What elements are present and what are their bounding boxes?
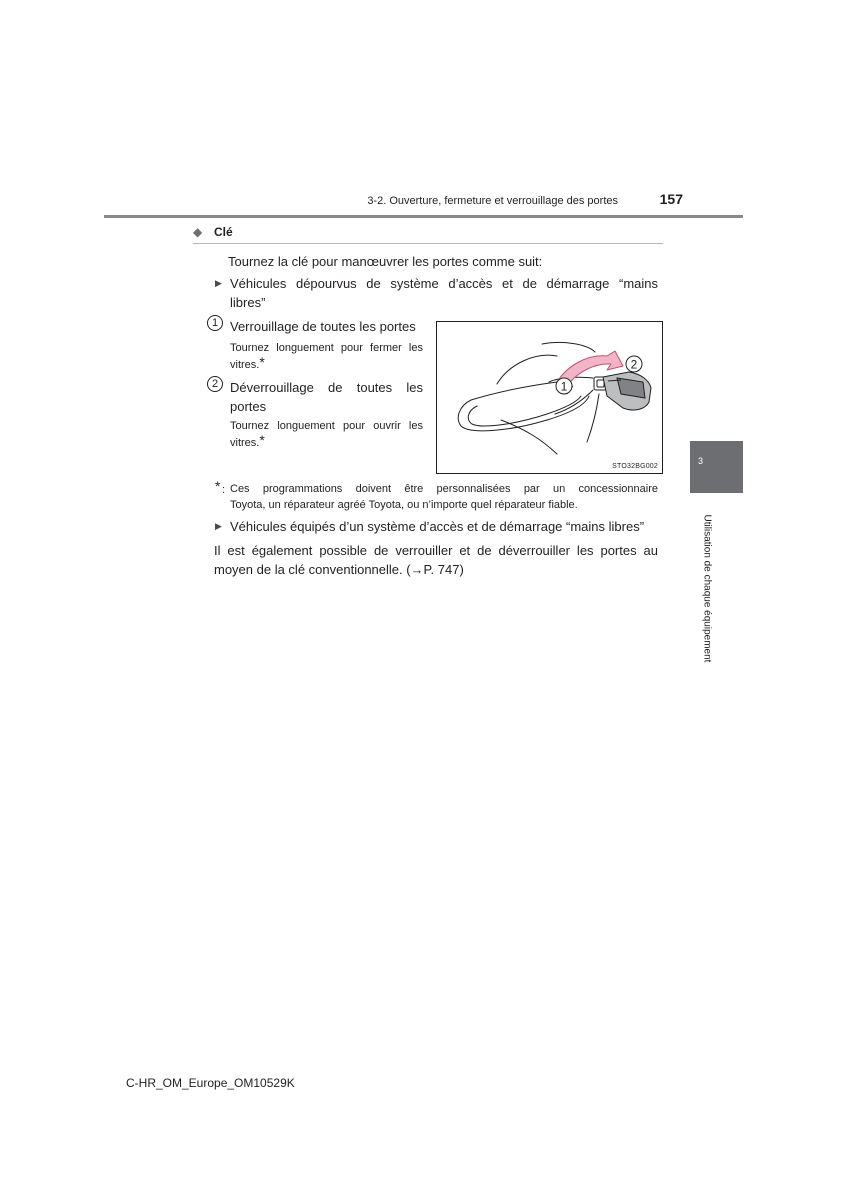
header-rule — [104, 215, 743, 218]
section-title: Clé — [214, 225, 233, 239]
intro-text: Tournez la clé pour manœuvrer les portes comme suit: — [228, 254, 543, 269]
step2-title-line1: Déverrouillage de toutes les — [230, 380, 423, 395]
page-number: 157 — [659, 191, 683, 207]
triangle-bullet-icon: ▶ — [215, 278, 222, 288]
step1-title: Verrouillage de toutes les portes — [230, 319, 416, 334]
door-handle-key-illustration — [437, 322, 662, 473]
figure-callout-1: 1 — [560, 379, 568, 394]
diamond-bullet-icon: ◆ — [193, 225, 203, 239]
figure-code: STO32BG002 — [612, 463, 658, 470]
step1-number-badge: 1 — [207, 315, 223, 331]
step2-title-line2: portes — [230, 399, 267, 414]
step2-note-line1: Tournez longuement pour ouvrir les — [230, 420, 423, 432]
step1-note-line1: Tournez longuement pour fermer les — [230, 342, 423, 354]
closing-line1: Il est également possible de verrouiller et de déverrouiller les portes au — [214, 543, 658, 558]
item1-line2: libres” — [230, 295, 266, 310]
asterisk-mark: * — [259, 432, 265, 448]
step2-note-line2 — [230, 432, 265, 452]
item2-text: Véhicules équipés d’un système d’accès et de démarrage “mains libres” — [230, 519, 645, 534]
footer-doc-code: C-HR_OM_Europe_OM10529K — [126, 1076, 295, 1090]
footnote-asterisk: * — [215, 478, 221, 494]
footnote-line1: Ces programmations doivent être personnalisées par un concessionnaire — [230, 483, 658, 495]
door-handle-figure — [436, 321, 663, 474]
section-rule — [193, 243, 663, 244]
step2-number-badge: 2 — [207, 376, 223, 392]
footnote-line2: Toyota, un réparateur agréé Toyota, ou n’importe quel réparateur fiable. — [230, 499, 578, 511]
figure-callout-2: 2 — [630, 357, 638, 372]
chapter-tab-number: 3 — [698, 456, 704, 466]
chapter-tab — [690, 441, 743, 493]
step1-note-line2 — [230, 354, 265, 374]
closing-line2: moyen de la clé conventionnelle. (→P. 747) — [214, 562, 464, 577]
asterisk-mark: * — [259, 354, 265, 370]
item1-line1: Véhicules dépourvus de système d’accès et de démarrage “mains — [230, 276, 658, 291]
footnote-colon: : — [222, 484, 226, 496]
step2-note-text: vitres. — [230, 437, 260, 449]
chapter-tab-label: Utilisation de chaque équipement — [701, 514, 713, 663]
running-header: 3-2. Ouverture, fermeture et verrouillage des portes — [367, 195, 618, 207]
triangle-bullet-icon: ▶ — [215, 521, 222, 531]
step1-note-text: vitres. — [230, 359, 260, 371]
